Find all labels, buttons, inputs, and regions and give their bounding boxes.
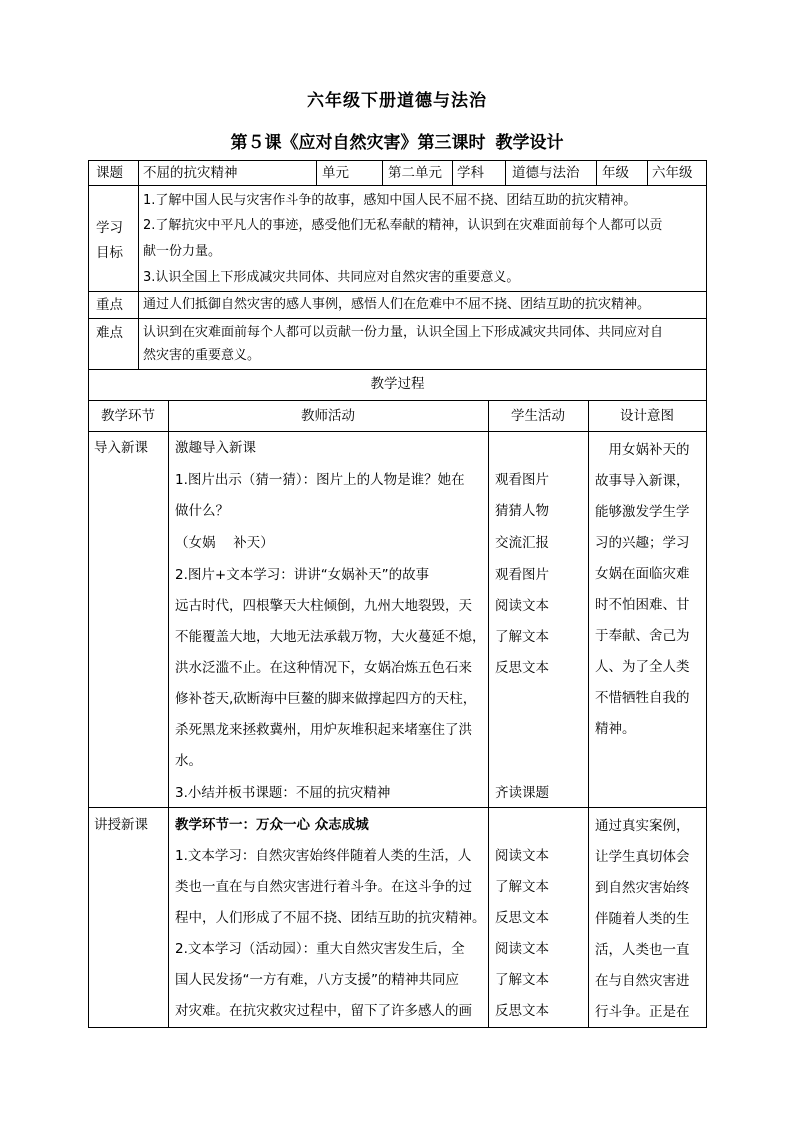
teacher-line: 类也一直在与自然灾害进行着斗争。在这斗争的过 [175, 879, 472, 895]
intent-line: 习的兴趣；学习 [595, 535, 690, 551]
teacher-line: 修补苍天,砍断海中巨鳌的脚来做撑起四方的天柱， [175, 691, 477, 707]
header-intent: 设计意图 [620, 408, 674, 424]
teacher-heading: 教学环节一：万众一心 众志成城 [175, 817, 369, 833]
document-subtitle [0, 128, 794, 153]
table-rule [88, 318, 707, 319]
table-rule [88, 185, 707, 186]
header-student: 学生活动 [511, 408, 565, 424]
table-rule [452, 160, 453, 185]
table-rule [88, 160, 89, 1028]
student-line: 了解文本 [495, 972, 549, 988]
intent-line: 在与自然灾害进 [595, 973, 690, 989]
student-line: 观看图片 [495, 567, 549, 583]
header-teacher: 教师活动 [301, 408, 355, 424]
table-rule [647, 160, 648, 185]
teacher-line: 对灾难。在抗灾救灾过程中，留下了许多感人的画 [175, 1003, 472, 1019]
table-rule [88, 807, 707, 808]
teacher-line: 水。 [175, 753, 202, 769]
table-rule [88, 1027, 707, 1028]
student-line: 猜猜人物 [495, 503, 549, 519]
student-line: 反思文本 [495, 910, 549, 926]
student-line: 交流汇报 [495, 535, 549, 551]
goal-line: 3.认识全国上下形成减灾共同体、共同应对自然灾害的重要意义。 [143, 270, 520, 285]
grade-value: 六年级 [652, 165, 693, 181]
teacher-line: 1.文本学习：自然灾害始终伴随着人类的生活，人 [175, 848, 472, 864]
teacher-line: 远古时代，四根擎天大柱倾倒，九州大地裂毁，天 [175, 598, 472, 614]
teacher-line: 1.图片出示（猜一猜）：图片上的人物是谁？她在 [175, 472, 465, 488]
student-line: 反思文本 [495, 1003, 549, 1019]
table-rule [488, 400, 489, 1028]
intent-line: 通过真实案例， [595, 818, 690, 834]
subject-value: 道德与法治 [512, 165, 580, 181]
table-rule [382, 160, 383, 185]
teacher-line: 洪水泛滥不止。在这种情况下，女娲冶炼五色石来 [175, 660, 472, 676]
intent-line: 故事导入新课， [595, 473, 690, 489]
stage-new-lesson: 讲授新课 [94, 817, 148, 833]
table-rule [88, 369, 707, 370]
intent-line: 活，人类也一直 [595, 942, 690, 958]
student-line: 齐读课题 [495, 785, 549, 801]
goal-line: 2.了解抗灾中平凡人的事迹，感受他们无私奉献的精神，认识到在灾难面前每个人都可以贡 [143, 218, 663, 233]
teacher-line: 2.文本学习（活动园）：重大自然灾害发生后，全 [175, 941, 465, 957]
key-text: 通过人们抵御自然灾害的感人事例，感悟人们在危难中不屈不挠、团结互助的抗灾精神。 [143, 297, 651, 312]
header-stage: 教学环节 [101, 408, 155, 424]
table-rule [88, 431, 707, 432]
teacher-line: 2.图片+文本学习：讲讲“女娲补天”的故事 [175, 567, 430, 583]
table-rule [505, 160, 506, 185]
teacher-line: （女娲 补天） [175, 535, 274, 551]
grade-label: 年级 [602, 165, 629, 181]
intent-line: 让学生真切体会 [595, 849, 690, 865]
topic-value: 不屈的抗灾精神 [143, 165, 238, 181]
teacher-line: 激趣导入新课 [175, 440, 256, 456]
table-rule [88, 400, 707, 401]
unit-value: 第二单元 [388, 165, 442, 181]
table-rule [138, 160, 139, 369]
intent-line: 时不怕困难、甘 [595, 597, 690, 613]
teacher-line: 程中，人们形成了不屈不挠、团结互助的抗灾精神。 [175, 910, 486, 926]
teacher-line: 做什么？ [175, 503, 229, 519]
intent-line: 女娲在面临灾难 [595, 566, 690, 582]
goal-line: 1.了解中国人民与灾害作斗争的故事，感知中国人民不屈不挠、团结互助的抗灾精神。 [143, 193, 637, 208]
subject-label: 学科 [457, 165, 484, 181]
stage-intro: 导入新课 [94, 440, 148, 456]
goal-line: 献一份力量。 [143, 244, 222, 259]
table-rule [588, 400, 589, 1028]
table-rule [88, 291, 707, 292]
student-line: 阅读文本 [495, 941, 549, 957]
difficulty-line: 然灾害的重要意义。 [143, 348, 261, 363]
student-line: 观看图片 [495, 472, 549, 488]
key-label: 重点 [96, 297, 123, 313]
student-line: 阅读文本 [495, 598, 549, 614]
unit-label: 单元 [322, 165, 349, 181]
table-rule [706, 160, 707, 1028]
student-line: 了解文本 [495, 629, 549, 645]
student-line: 阅读文本 [495, 848, 549, 864]
intent-line: 伴随着人类的生 [595, 911, 690, 927]
goals-label: 学习 [96, 220, 123, 236]
table-rule [316, 160, 317, 185]
document-title: 六年级下册道德与法治 [307, 91, 487, 111]
topic-label: 课题 [96, 165, 123, 181]
table-rule [168, 400, 169, 1028]
teacher-line: 国人民发扬“一方有难，八方支援”的精神共同应 [175, 972, 459, 988]
student-line: 了解文本 [495, 879, 549, 895]
difficulty-label: 难点 [96, 325, 123, 341]
table-rule [88, 160, 707, 161]
process-title: 教学过程 [370, 376, 425, 392]
student-line: 反思文本 [495, 660, 549, 676]
teacher-line: 不能覆盖大地，大地无法承载万物，大火蔓延不熄， [175, 629, 486, 645]
intent-line: 人、为了全人类 [595, 659, 690, 675]
intent-line: 能够激发学生学 [595, 504, 690, 520]
teacher-line: 3.小结并板书课题：不屈的抗灾精神 [175, 785, 391, 801]
table-rule [596, 160, 597, 185]
subtitle-lesson: 第５课《应对自然灾害》第三课时 [230, 133, 486, 153]
goals-label: 目标 [96, 245, 123, 261]
teacher-line: 杀死黑龙来拯救冀州，用炉灰堆积起来堵塞住了洪 [175, 722, 472, 738]
intent-line: 到自然灾害始终 [595, 880, 690, 896]
intent-line: 行斗争。正是在 [595, 1004, 690, 1020]
difficulty-line: 认识到在灾难面前每个人都可以贡献一份力量，认识全国上下形成减灾共同体、共同应对自 [143, 325, 664, 340]
intent-line: 不惜牺牲自我的 [595, 690, 690, 706]
intent-line: 用女娲补天的 [595, 442, 690, 458]
subtitle-design: 教学设计 [495, 133, 564, 153]
intent-line: 精神。 [595, 721, 636, 737]
intent-line: 于奉献、舍己为 [595, 628, 690, 644]
